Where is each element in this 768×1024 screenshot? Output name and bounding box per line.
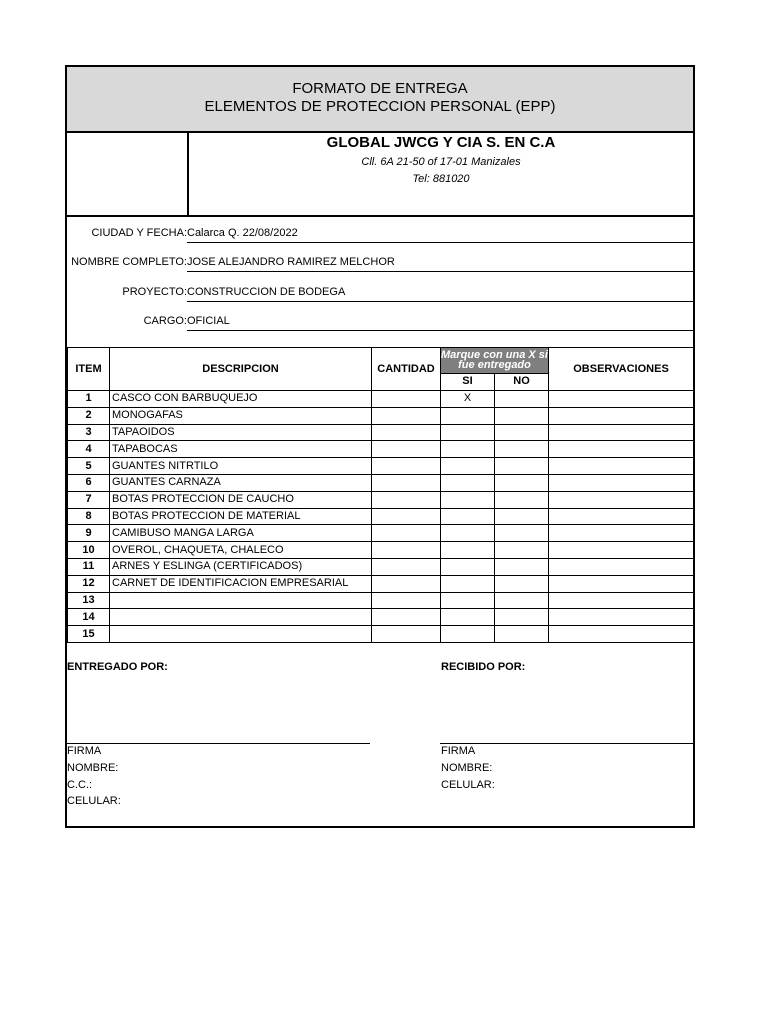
item-cantidad: [372, 575, 441, 592]
item-no: [495, 491, 549, 508]
table-row: [68, 474, 694, 491]
item-si: [441, 441, 495, 458]
item-number: 2: [68, 407, 110, 424]
item-observaciones: [549, 508, 694, 525]
item-no: [495, 424, 549, 441]
entregado-nombre: NOMBRE:: [67, 762, 119, 774]
field-label: CARGO:: [143, 315, 187, 327]
item-cantidad: [372, 525, 441, 542]
item-cantidad: [372, 491, 441, 508]
item-observaciones: [549, 391, 694, 408]
table-row: [68, 508, 694, 525]
recibido-sign-line: [440, 743, 695, 744]
col-item: ITEM: [68, 348, 110, 391]
company-name: GLOBAL JWCG Y CIA S. EN C.A: [326, 134, 556, 151]
item-si: [441, 542, 495, 559]
item-si: [441, 558, 495, 575]
col-cantidad: CANTIDAD: [372, 348, 441, 391]
item-number: 1: [68, 391, 110, 408]
item-number: 3: [68, 424, 110, 441]
epp-items-table: [67, 347, 694, 643]
form-header: [67, 67, 693, 133]
item-si: [441, 491, 495, 508]
item-cantidad: [372, 508, 441, 525]
field-label: CIUDAD Y FECHA:: [91, 227, 187, 239]
table-row: [68, 391, 694, 408]
item-number: 14: [68, 609, 110, 626]
entregado-firma: FIRMA: [67, 745, 102, 757]
item-cantidad: [372, 558, 441, 575]
item-number: 13: [68, 592, 110, 609]
item-description: GUANTES NITRTILO: [110, 458, 372, 475]
item-number: 12: [68, 575, 110, 592]
col-si: SI: [441, 373, 495, 390]
table-row: [68, 407, 694, 424]
item-no: [495, 407, 549, 424]
field-value: Calarca Q. 22/08/2022: [187, 227, 695, 243]
recibido-nombre: NOMBRE:: [441, 762, 493, 774]
field-nombre-completo: [67, 256, 695, 272]
field-value: OFICIAL: [187, 315, 695, 331]
item-si: [441, 474, 495, 491]
item-cantidad: [372, 609, 441, 626]
col-observaciones: OBSERVACIONES: [549, 348, 694, 391]
item-no: [495, 474, 549, 491]
table-row: [68, 458, 694, 475]
item-si: [441, 424, 495, 441]
field-proyecto: [67, 286, 695, 302]
item-si: [441, 525, 495, 542]
col-descripcion: DESCRIPCION: [110, 348, 372, 391]
item-observaciones: [549, 424, 694, 441]
item-description: [110, 626, 372, 643]
item-observaciones: [549, 542, 694, 559]
item-description: ARNES Y ESLINGA (CERTIFICADOS): [110, 558, 372, 575]
epp-delivery-form: [65, 65, 695, 828]
recibido-firma: FIRMA: [441, 745, 476, 757]
item-description: BOTAS PROTECCION DE MATERIAL: [110, 508, 372, 525]
item-number: 9: [68, 525, 110, 542]
item-number: 6: [68, 474, 110, 491]
item-description: TAPAOIDOS: [110, 424, 372, 441]
item-observaciones: [549, 491, 694, 508]
item-description: CAMIBUSO MANGA LARGA: [110, 525, 372, 542]
company-address: Cll. 6A 21-50 of 17-01 Manizales: [361, 156, 521, 168]
logo-box: [67, 131, 189, 215]
field-label: PROYECTO:: [122, 286, 187, 298]
col-no: NO: [495, 373, 549, 390]
item-description: CARNET DE IDENTIFICACION EMPRESARIAL: [110, 575, 372, 592]
item-si: [441, 407, 495, 424]
table-row: [68, 525, 694, 542]
item-cantidad: [372, 407, 441, 424]
company-block: [67, 131, 693, 217]
form-title-line2: ELEMENTOS DE PROTECCION PERSONAL (EPP): [204, 98, 556, 115]
entregado-cc: C.C.:: [67, 779, 93, 791]
item-number: 8: [68, 508, 110, 525]
item-number: 10: [68, 542, 110, 559]
item-cantidad: [372, 458, 441, 475]
recibido-title: RECIBIDO POR:: [441, 661, 526, 673]
company-tel: Tel: 881020: [412, 173, 470, 185]
item-no: [495, 575, 549, 592]
item-description: [110, 592, 372, 609]
item-description: MONOGAFAS: [110, 407, 372, 424]
item-observaciones: [549, 592, 694, 609]
item-cantidad: [372, 441, 441, 458]
table-row: [68, 491, 694, 508]
item-no: [495, 525, 549, 542]
item-observaciones: [549, 525, 694, 542]
item-description: GUANTES CARNAZA: [110, 474, 372, 491]
item-si: [441, 458, 495, 475]
item-number: 15: [68, 626, 110, 643]
item-no: [495, 458, 549, 475]
item-cantidad: [372, 542, 441, 559]
item-si: X: [441, 391, 495, 408]
item-observaciones: [549, 441, 694, 458]
item-observaciones: [549, 458, 694, 475]
field-value: JOSE ALEJANDRO RAMIREZ MELCHOR: [187, 256, 695, 272]
item-observaciones: [549, 575, 694, 592]
table-row: [68, 424, 694, 441]
item-description: CASCO CON BARBUQUEJO: [110, 391, 372, 408]
table-row: [68, 626, 694, 643]
item-si: [441, 575, 495, 592]
item-observaciones: [549, 558, 694, 575]
col-marque: Marque con una X si fue entregado: [441, 349, 548, 372]
field-label: NOMBRE COMPLETO:: [71, 256, 187, 268]
table-row: [68, 575, 694, 592]
item-si: [441, 609, 495, 626]
item-number: 4: [68, 441, 110, 458]
item-cantidad: [372, 474, 441, 491]
item-si: [441, 508, 495, 525]
item-observaciones: [549, 626, 694, 643]
recibido-celular: CELULAR:: [441, 779, 495, 791]
item-observaciones: [549, 609, 694, 626]
item-number: 11: [68, 558, 110, 575]
item-observaciones: [549, 407, 694, 424]
item-description: OVEROL, CHAQUETA, CHALECO: [110, 542, 372, 559]
item-no: [495, 391, 549, 408]
item-si: [441, 626, 495, 643]
item-no: [495, 542, 549, 559]
item-no: [495, 441, 549, 458]
item-description: TAPABOCAS: [110, 441, 372, 458]
item-cantidad: [372, 626, 441, 643]
item-cantidad: [372, 424, 441, 441]
entregado-title: ENTREGADO POR:: [67, 661, 168, 673]
item-no: [495, 609, 549, 626]
table-row: [68, 592, 694, 609]
item-cantidad: [372, 592, 441, 609]
item-si: [441, 592, 495, 609]
item-number: 7: [68, 491, 110, 508]
item-no: [495, 558, 549, 575]
field-ciudad-fecha: [67, 227, 695, 243]
field-cargo: [67, 315, 695, 331]
entregado-celular: CELULAR:: [67, 795, 121, 807]
item-number: 5: [68, 458, 110, 475]
table-row: [68, 441, 694, 458]
entregado-sign-line: [67, 743, 370, 744]
item-observaciones: [549, 474, 694, 491]
table-row: [68, 542, 694, 559]
field-value: CONSTRUCCION DE BODEGA: [187, 286, 695, 302]
table-row: [68, 558, 694, 575]
item-description: BOTAS PROTECCION DE CAUCHO: [110, 491, 372, 508]
item-description: [110, 609, 372, 626]
item-no: [495, 626, 549, 643]
table-row: [68, 609, 694, 626]
form-title-line1: FORMATO DE ENTREGA: [292, 80, 468, 97]
item-no: [495, 508, 549, 525]
item-cantidad: [372, 391, 441, 408]
item-no: [495, 592, 549, 609]
